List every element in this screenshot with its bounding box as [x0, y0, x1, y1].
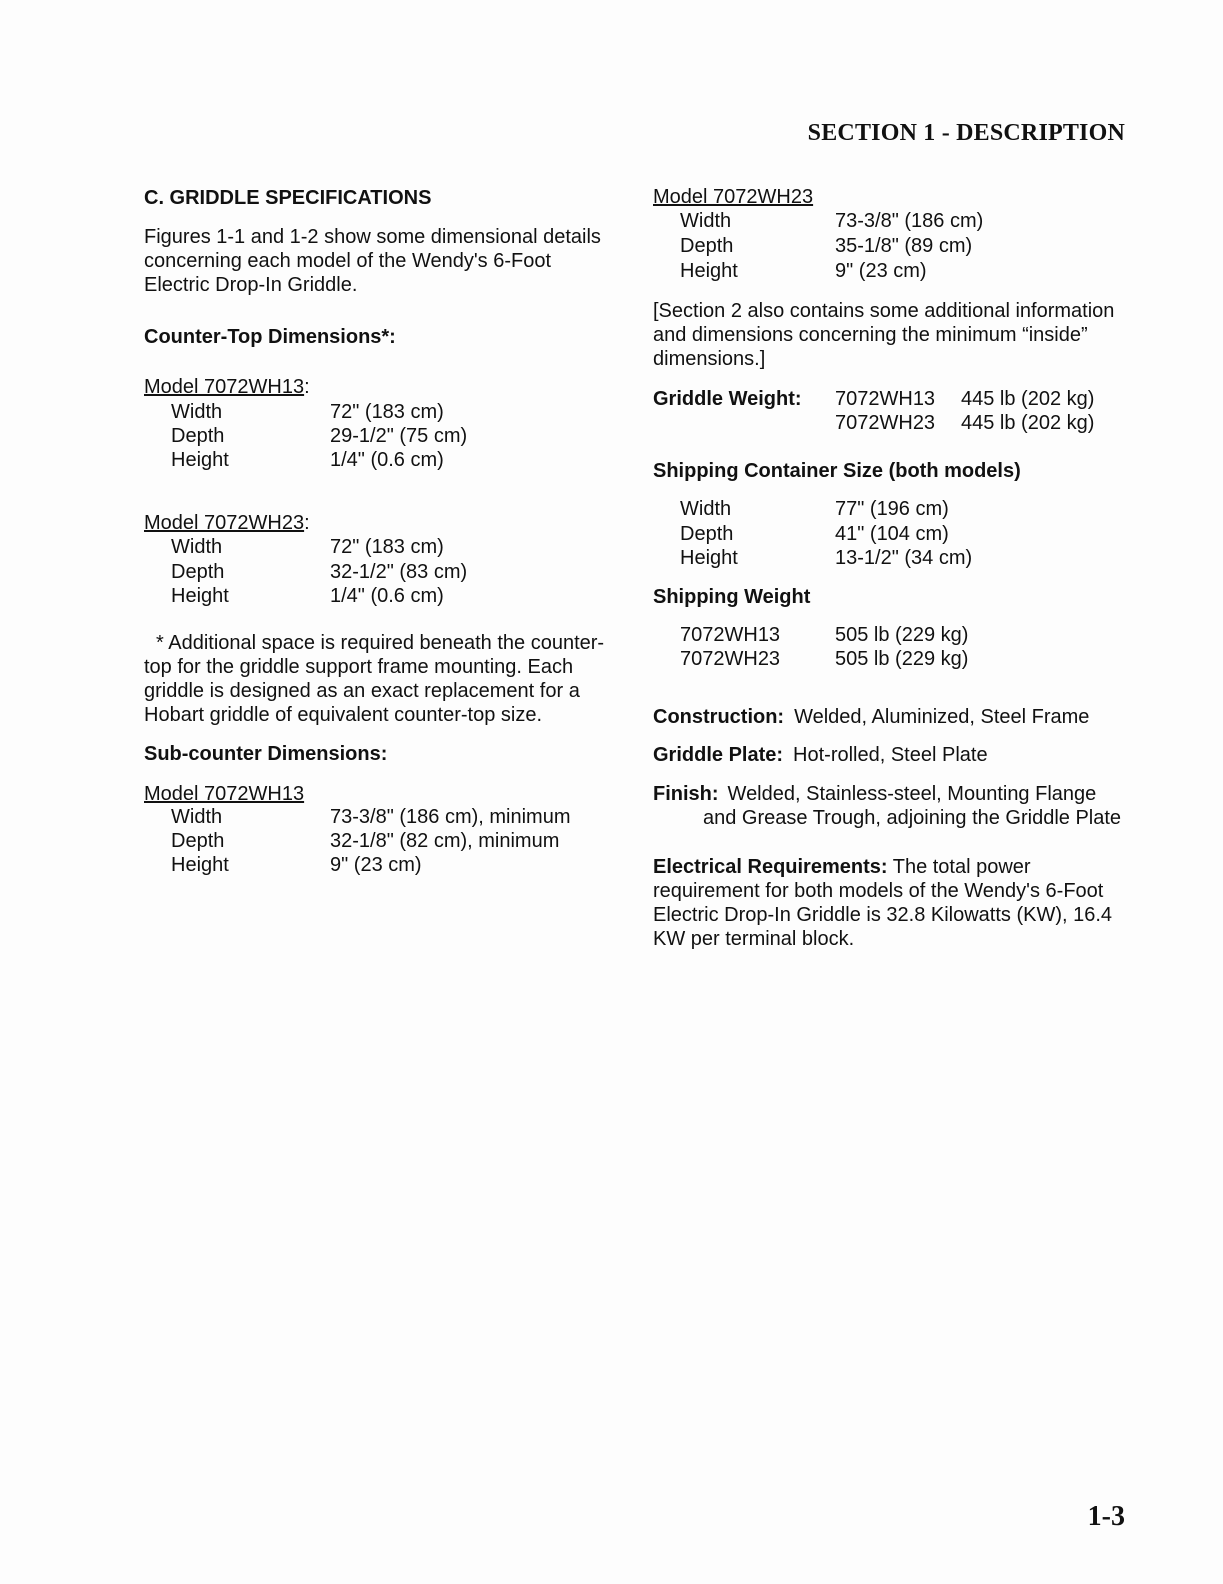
- dim-value: 9" (23 cm): [330, 854, 422, 876]
- dim-label: Height: [171, 585, 229, 607]
- griddle-plate-label: Griddle Plate:: [653, 744, 784, 766]
- dim-value: 1/4" (0.6 cm): [330, 449, 444, 471]
- dim-value: 77" (196 cm): [835, 498, 949, 520]
- dim-label: Width: [680, 210, 732, 232]
- finish-label: Finish:: [653, 783, 719, 805]
- subcounter-heading: Sub-counter Dimensions:: [144, 743, 388, 765]
- griddle-plate-value: Hot-rolled, Steel Plate: [793, 744, 988, 766]
- dim-label: Height: [680, 547, 738, 569]
- model-name: Model 7072WH13: [144, 376, 305, 398]
- dim-label: 7072WH13: [680, 624, 781, 646]
- dim-label: Width: [680, 498, 732, 520]
- dim-value: 13-1/2" (34 cm): [835, 547, 973, 569]
- dim-value: 72" (183 cm): [330, 536, 444, 558]
- dim-label: Width: [171, 401, 223, 423]
- dim-label: Height: [171, 449, 229, 471]
- dim-value: 41" (104 cm): [835, 523, 949, 545]
- electrical-label: Electrical Requirements:: [653, 856, 888, 878]
- dim-value: 505 lb (229 kg): [835, 648, 969, 670]
- section-title: SECTION 1 - DESCRIPTION: [807, 120, 1125, 146]
- dim-label: 7072WH23: [680, 648, 781, 670]
- electrical-requirements: [653, 855, 1123, 951]
- dim-label: Width: [171, 536, 223, 558]
- dim-label: Depth: [171, 561, 225, 583]
- dim-label: Depth: [680, 523, 734, 545]
- model-name: Model 7072WH23: [144, 512, 305, 534]
- dim-value: 72" (183 cm): [330, 401, 444, 423]
- dim-value: 32-1/2" (83 cm): [330, 561, 468, 583]
- electrical-text: The total power requirement for both models of the Wendy's 6-Foot Electric Drop-In Griddle is 32.8 Kilowatts (KW), 16.4 KW per terminal block.: [653, 856, 1113, 950]
- dim-label: Height: [171, 854, 229, 876]
- subcounter-model-title: Model 7072WH13: [144, 783, 305, 805]
- finish-spec: [653, 782, 1096, 806]
- construction-spec: [653, 705, 1089, 729]
- dim-label: Height: [680, 260, 738, 282]
- weight-model: 7072WH23: [835, 412, 936, 434]
- intro-paragraph: Figures 1-1 and 1-2 show some dimensional details concerning each model of the Wendy's 6-Foot Electric Drop-In Griddle.: [144, 226, 601, 296]
- dim-value: 505 lb (229 kg): [835, 624, 969, 646]
- model-colon: :: [304, 376, 310, 398]
- finish-line-1: Welded, Stainless-steel, Mounting Flange: [727, 783, 1097, 805]
- weight-value: 445 lb (202 kg): [961, 412, 1095, 434]
- weight-value: 445 lb (202 kg): [961, 388, 1095, 410]
- dim-value: 35-1/8" (89 cm): [835, 235, 973, 257]
- dim-value: 29-1/2" (75 cm): [330, 425, 468, 447]
- countertop-heading: Counter-Top Dimensions*:: [144, 326, 396, 348]
- dim-value: 73-3/8" (186 cm), minimum: [330, 806, 571, 828]
- griddle-weight-label: Griddle Weight:: [653, 388, 802, 410]
- page-number: 1-3: [1087, 1501, 1125, 1532]
- dim-label: Depth: [171, 830, 225, 852]
- construction-label: Construction:: [653, 706, 785, 728]
- shipping-container-heading: Shipping Container Size (both models): [653, 460, 1021, 482]
- construction-value: Welded, Aluminized, Steel Frame: [794, 706, 1090, 728]
- countertop-note: * Additional space is required beneath the counter-top for the griddle support frame mounting. Each griddle is designed as an exact replacement for a Hobart griddle of equivalent counter-top size.: [144, 632, 605, 726]
- weight-model: 7072WH13: [835, 388, 936, 410]
- countertop-model-1-title: [144, 375, 310, 399]
- shipping-weight-heading: Shipping Weight: [653, 586, 811, 608]
- right-model-title: Model 7072WH23: [653, 186, 814, 208]
- finish-line-2: and Grease Trough, adjoining the Griddle Plate: [703, 807, 1122, 829]
- dim-value: 32-1/8" (82 cm), minimum: [330, 830, 560, 852]
- specifications-title: C. GRIDDLE SPECIFICATIONS: [144, 187, 432, 209]
- dim-label: Depth: [171, 425, 225, 447]
- dim-label: Depth: [680, 235, 734, 257]
- model-colon: :: [304, 512, 310, 534]
- dim-value: 73-3/8" (186 cm): [835, 210, 984, 232]
- countertop-model-2-title: [144, 511, 310, 535]
- dim-value: 1/4" (0.6 cm): [330, 585, 444, 607]
- griddle-plate-spec: [653, 743, 988, 767]
- section2-note: [Section 2 also contains some additional information and dimensions concerning the minimum “inside” dimensions.]: [653, 300, 1115, 370]
- dim-label: Width: [171, 806, 223, 828]
- dim-value: 9" (23 cm): [835, 260, 927, 282]
